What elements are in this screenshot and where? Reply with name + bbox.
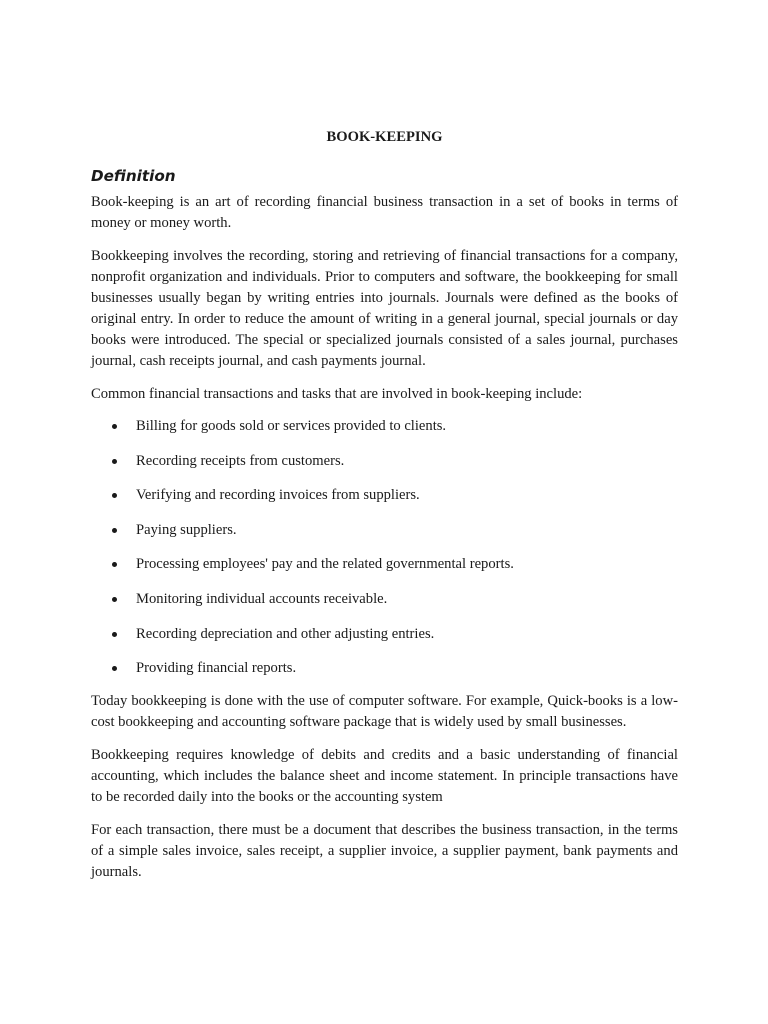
list-intro-paragraph: Common financial transactions and tasks that are involved in book-keeping include: xyxy=(91,386,583,402)
list-item xyxy=(91,554,678,575)
section-heading-definition: Definition xyxy=(91,167,176,185)
list-item xyxy=(91,485,678,506)
list-item xyxy=(91,416,678,437)
bullet-icon xyxy=(112,424,117,429)
list-item xyxy=(91,658,678,679)
list-item-text: Billing for goods sold or services provided to clients. xyxy=(136,418,447,434)
bullet-icon xyxy=(112,632,117,637)
bullet-icon xyxy=(112,666,117,671)
list-item-text: Recording receipts from customers. xyxy=(136,452,345,469)
bullet-icon xyxy=(112,493,117,498)
list-item xyxy=(91,589,678,610)
list-item-text: Providing financial reports. xyxy=(136,660,297,677)
document-body xyxy=(91,127,678,883)
software-paragraph: Today bookkeeping is done with the use of computer software. For example, Quick-books is a low-cost bookkeeping and accounting software package that is widely used by small businesses. xyxy=(91,693,678,731)
list-item xyxy=(91,451,678,472)
list-item-text: Verifying and recording invoices from suppliers. xyxy=(136,487,420,504)
bullet-icon xyxy=(112,528,117,533)
bullet-icon xyxy=(112,562,117,567)
list-item-text: Recording depreciation and other adjusting entries. xyxy=(136,625,435,642)
list-item-text: Monitoring individual accounts receivable. xyxy=(136,590,388,607)
debits-credits-paragraph: Bookkeeping requires knowledge of debits and credits and a basic understanding of financial accounting, which includes the balance sheet and income statement. In principle transactions have to be recorded daily into the books or the accounting system xyxy=(91,747,678,806)
list-item-text: Processing employees' pay and the related governmental reports. xyxy=(136,556,514,573)
list-item xyxy=(91,624,678,645)
bullet-icon xyxy=(112,597,117,602)
document-title: BOOK-KEEPING xyxy=(326,129,443,145)
transaction-document-paragraph: For each transaction, there must be a document that describes the business transaction, in the terms of a simple sales invoice, sales receipt, a supplier invoice, a supplier payment, bank payments and journals. xyxy=(91,822,678,881)
bookkeeping-overview-paragraph: Bookkeeping involves the recording, storing and retrieving of financial transactions for a company, nonprofit organization and individuals. Prior to computers and software, the bookkeeping for small businesses usually began by writing entries into journals. Journals were defined as the books of original entry. In order to reduce the amount of writing in a general journal, special journals or day books were introduced. The special or specialized journals consisted of a sales journal, purchases journal, cash receipts journal, and cash payments journal. xyxy=(91,248,678,369)
definition-paragraph: Book-keeping is an art of recording financial business transaction in a set of books in terms of money or money worth. xyxy=(91,194,678,231)
bullet-icon xyxy=(112,459,117,464)
list-item-text: Paying suppliers. xyxy=(136,521,237,538)
transactions-list xyxy=(91,416,678,679)
list-item xyxy=(91,520,678,541)
